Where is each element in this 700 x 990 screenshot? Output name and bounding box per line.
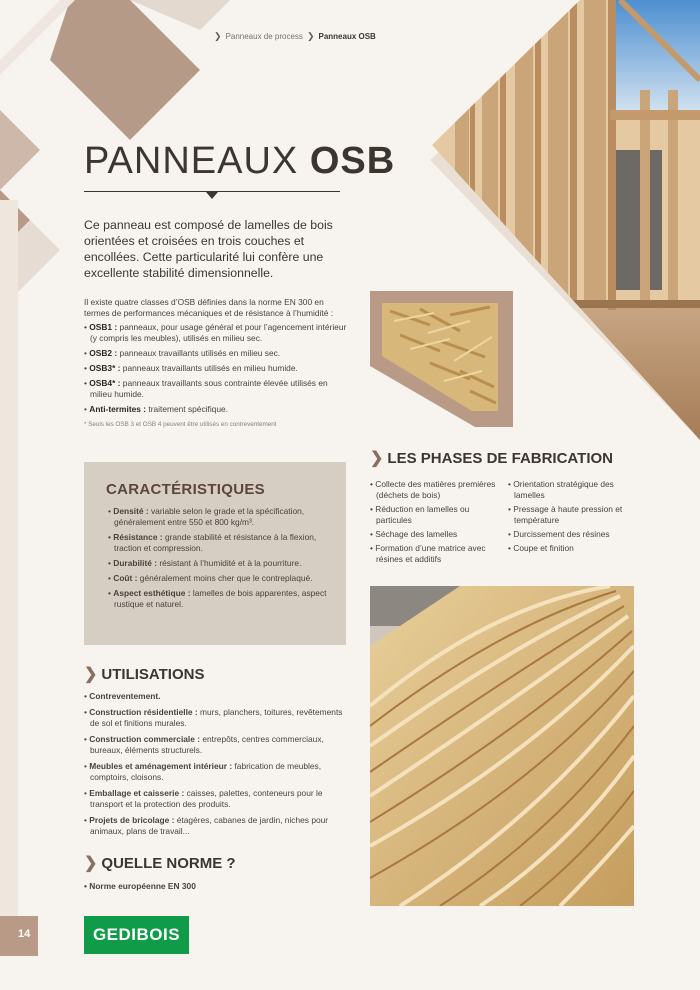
breadcrumb-current: Panneaux OSB [318,32,376,41]
utilisations-heading [84,664,204,684]
title-divider-arrow [206,192,218,199]
osb-classes [84,297,348,430]
list-item: • OSB1 : panneaux, pour usage général et pour l’agencement intérieur (y compris les meubles), utilisés en milieu sec. [84,322,347,343]
norme-heading [84,853,236,873]
list-item: • Formation d’une matrice avec résines et additifs [370,543,486,564]
list-item: • Durcissement des résines [508,529,610,539]
list-item: • Séchage des lamelles [370,529,458,539]
utilisations-title: UTILISATIONS [101,665,205,683]
list-item: • Coût : généralement moins cher que le contreplaqué. [108,573,313,583]
chevron-right-icon: ❯ [214,31,222,41]
list-item: • Construction résidentielle : murs, planchers, toitures, revêtements de sol et finitions murales. [84,707,343,728]
caracteristiques-list [108,506,332,614]
list-item: • Contreventement. [84,691,161,701]
breadcrumb [214,31,376,42]
phases-list-left [370,479,498,568]
phases-list-right [508,479,636,557]
list-item: • Projets de bricolage : étagères, cabanes de jardin, niches pour animaux, plans de travail... [84,815,329,836]
page-title-light: PANNEAUX [84,140,299,182]
chevron-right-icon: ❯ [370,450,384,467]
utilisations-list [84,691,346,842]
footnote: * Seuls les OSB 3 et OSB 4 peuvent être utilisés en contreventement [84,421,277,428]
list-item: • Aspect esthétique : lamelles de bois apparentes, aspect rustique et naturel. [108,588,327,609]
list-item: • Pressage à haute pression et température [508,504,623,525]
intro-paragraph: Ce panneau est composé de lamelles de bois orientées et croisées en trois couches et encollées. Cette particularité lui confère une excellente stabilité dimensionnelle. [84,218,333,280]
caracteristiques-title: CARACTÉRISTIQUES [106,481,265,498]
page-title-bold: OSB [309,140,396,182]
classes-lead: Il existe quatre classes d’OSB définies dans la norme EN 300 en termes de performances mécaniques et de résistance à l’humidité : [84,297,334,318]
list-item: • Orientation stratégique des lamelles [508,479,614,500]
list-item: • OSB4* : panneaux travaillants sous contrainte élevée utilisés en milieu humide. [84,378,328,399]
norme-title: QUELLE NORME ? [101,854,236,872]
norme-text: • Norme européenne EN 300 [84,881,196,891]
list-item: • OSB3* : panneaux travaillants utilisés en milieu humide. [84,363,298,373]
page-title [84,140,395,183]
phases-title: LES PHASES DE FABRICATION [387,449,613,467]
list-item: • Durabilité : résistant à l’humidité et à la pourriture. [108,558,302,568]
list-item: • Meubles et aménagement intérieur : fabrication de meubles, comptoirs, cloisons. [84,761,322,782]
gedibois-logo[interactable]: GEDIBOIS [84,916,189,954]
osb-stack-photo [370,586,634,906]
osb-panel-photo [370,291,530,427]
chevron-right-icon: ❯ [306,31,315,41]
list-item: • Anti-termites : traitement spécifique. [84,404,228,414]
list-item: • Construction commerciale : entrepôts, centres commerciaux, bureaux, éléments structurels. [84,734,324,755]
list-item: • Coupe et finition [508,543,574,553]
chevron-right-icon: ❯ [84,666,98,683]
list-item: • Emballage et caisserie : caisses, palettes, conteneurs pour le transport et la protection des produits. [84,788,323,809]
page-number: 14 [18,928,31,940]
breadcrumb-parent[interactable]: Panneaux de process [225,32,303,41]
list-item: • Réduction en lamelles ou particules [370,504,470,525]
list-item: • OSB2 : panneaux travaillants utilisés en milieu sec. [84,348,281,358]
chevron-right-icon: ❯ [84,855,98,872]
list-item: • Densité : variable selon le grade et la spécification, généralement entre 550 et 800 kg/m³. [108,506,305,527]
phases-heading [370,448,613,468]
list-item: • Collecte des matières premières (déchets de bois) [370,479,496,500]
list-item: • Résistance : grande stabilité et résistance à la flexion, traction et compression. [108,532,317,553]
